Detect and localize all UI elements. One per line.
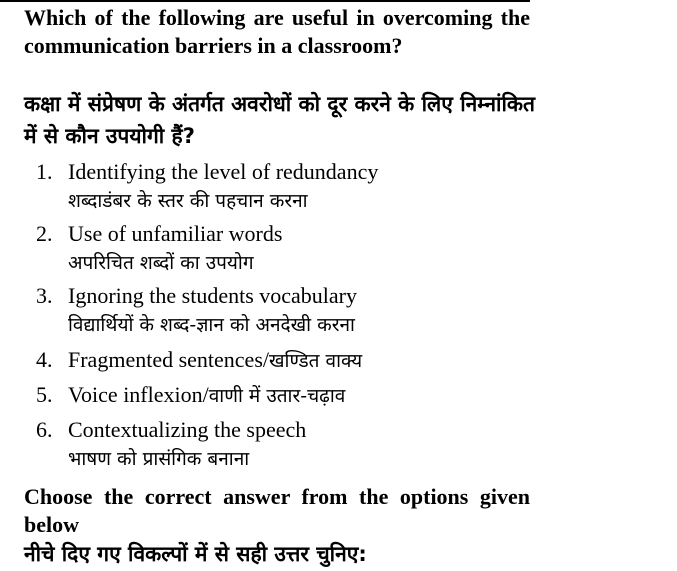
option-text-en: Fragmented sentences/	[68, 347, 269, 372]
option-text-en: Identifying the level of redundancy	[68, 159, 379, 184]
option-number: 4.	[36, 347, 53, 372]
instruction-text-hi: नीचे दिए गए विकल्पों में से सही उत्तर चुनिए:	[24, 542, 367, 566]
option-text-en: Ignoring the students vocabulary	[68, 283, 357, 308]
option-item-6	[36, 416, 596, 474]
option-text-hi: भाषण को प्रासंगिक बनाना	[68, 448, 250, 470]
option-text-hi: वाणी में उतार-चढ़ाव	[208, 385, 346, 407]
option-number: 1.	[36, 159, 53, 184]
option-number: 3.	[36, 283, 53, 308]
option-text-hi: अपरिचित शब्दों का उपयोग	[68, 252, 254, 274]
option-item-4	[36, 346, 596, 375]
option-text-en: Contextualizing the speech	[68, 417, 307, 442]
top-rule	[0, 0, 530, 2]
option-item-2	[36, 220, 596, 278]
question-text-hi: कक्षा में संप्रेषण के अंतर्गत अवरोधों को दूर करने के लिए निम्नांकित में से कौन उपयोगी हैं?	[24, 92, 536, 148]
option-text-en: Voice inflexion/	[68, 382, 209, 407]
option-text-hi: विद्यार्थियों के शब्द-ज्ञान को अनदेखी करना	[68, 314, 355, 336]
option-number: 2.	[36, 221, 53, 246]
option-item-5	[36, 381, 596, 410]
option-text-hi: खण्डित वाक्य	[269, 350, 363, 372]
option-number: 6.	[36, 417, 53, 442]
option-number: 5.	[36, 382, 53, 407]
option-item-1	[36, 158, 596, 216]
options-list	[36, 158, 596, 474]
option-item-3	[36, 282, 596, 340]
option-text-en: Use of unfamiliar words	[68, 221, 283, 246]
question-text-en: Which of the following are useful in overcoming the communication barriers in a classroom?	[24, 5, 530, 58]
instruction-text-en: Choose the correct answer from the options given below	[24, 484, 530, 537]
option-text-hi: शब्दाडंबर के स्तर की पहचान करना	[68, 190, 308, 212]
